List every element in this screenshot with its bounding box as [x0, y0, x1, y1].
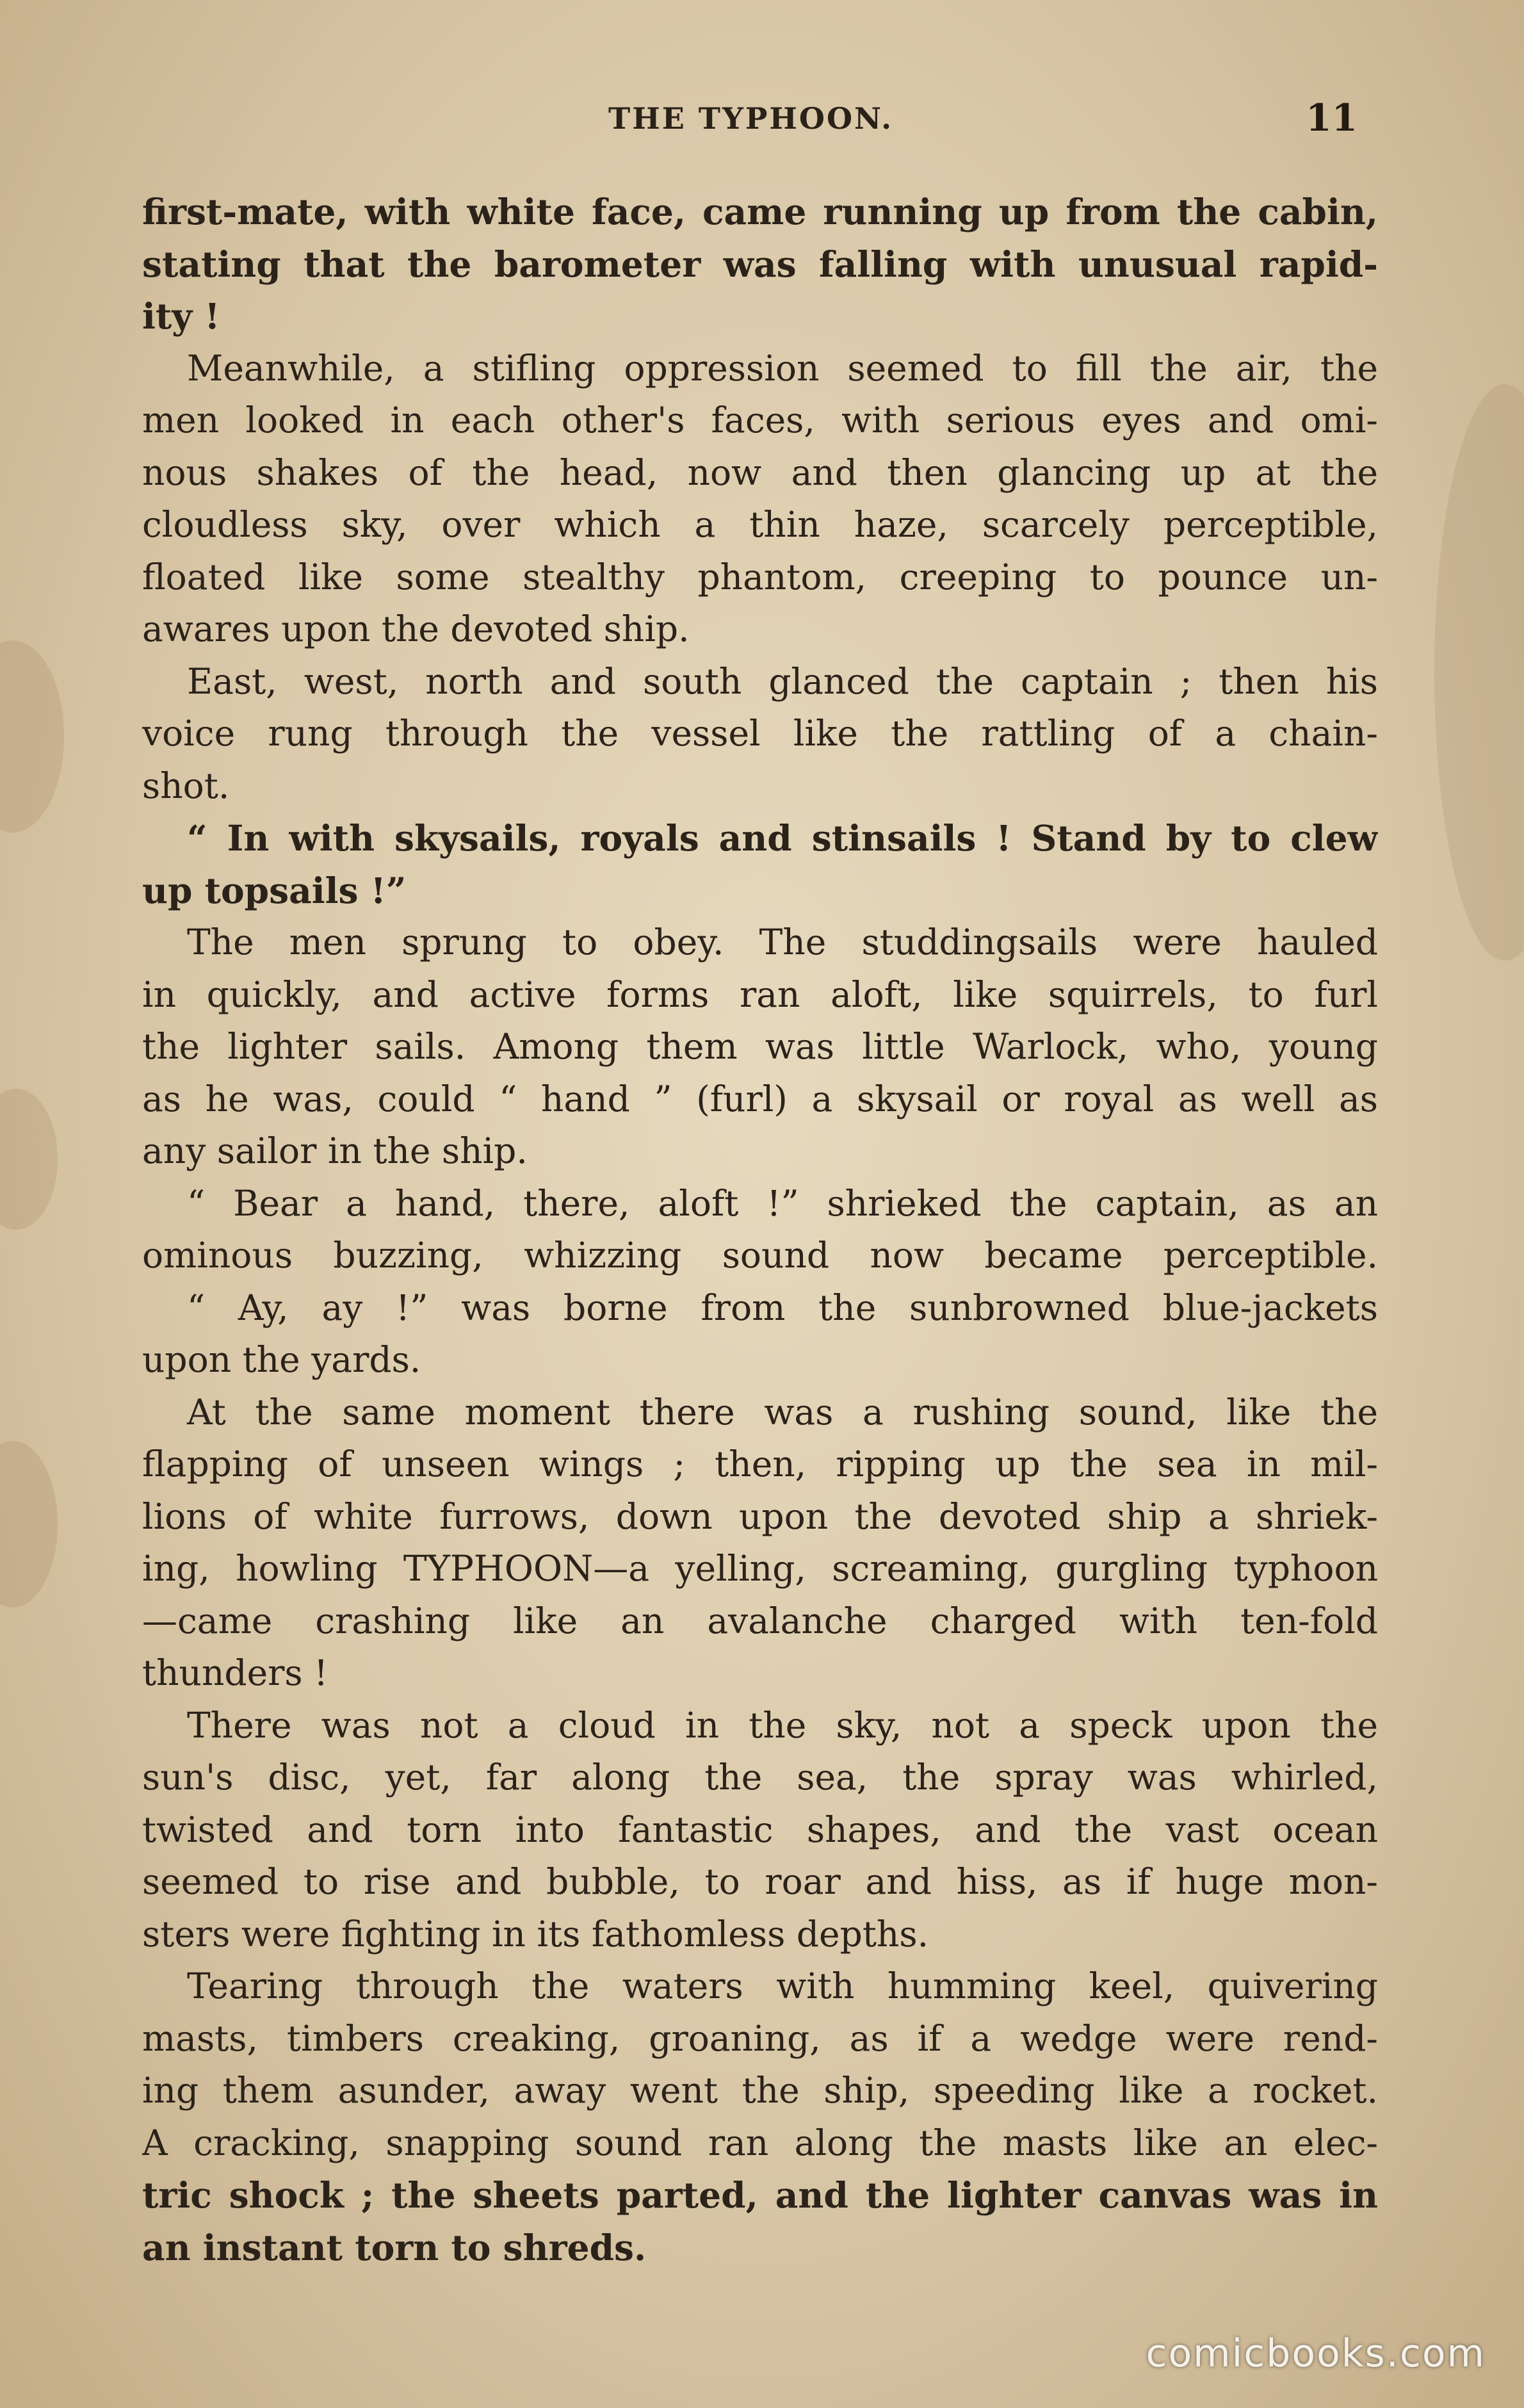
text-line: nous shakes of the head, now and then glancing up at the	[142, 452, 1378, 493]
text-line: sters were fighting in its fathomless depths.	[142, 1913, 929, 1955]
text-line: East, west, north and south glanced the captain ; then his	[187, 660, 1378, 702]
text-line: stating that the barometer was falling with unusual rapid-	[142, 243, 1378, 285]
text-line: as he was, could “ hand ” (furl) a skysail or royal as well as	[142, 1078, 1378, 1119]
text-line: twisted and torn into fantastic shapes, and the vast ocean	[142, 1809, 1378, 1850]
text-line: tric shock ; the sheets parted, and the lighter canvas was in	[142, 2174, 1378, 2216]
text-line: Tearing through the waters with humming keel, quivering	[187, 1965, 1378, 2006]
page-stain	[0, 1089, 58, 1230]
running-title: THE TYPHOON.	[608, 101, 894, 136]
text-line: lions of white furrows, down upon the devoted ship a shriek-	[142, 1495, 1378, 1537]
text-line: ing them asunder, away went the ship, speeding like a rocket.	[142, 2070, 1378, 2111]
text-line: seemed to rise and bubble, to roar and hiss, as if huge mon-	[142, 1861, 1378, 1902]
text-line: ing, howling TYPHOON—a yelling, screaming, gurgling typhoon	[142, 1548, 1378, 1589]
text-line: Meanwhile, a stifling oppression seemed to fill the air, the	[187, 347, 1378, 389]
text-line: men looked in each other's faces, with serious eyes and omi-	[142, 400, 1378, 441]
text-line: shot.	[142, 765, 230, 806]
text-line: There was not a cloud in the sky, not a speck upon the	[187, 1704, 1378, 1746]
text-line: first-mate, with white face, came running up from the cabin,	[142, 191, 1378, 232]
text-line: floated like some stealthy phantom, creeping to pounce un-	[142, 556, 1378, 598]
text-line: A cracking, snapping sound ran along the masts like an elec-	[142, 2122, 1378, 2163]
text-line: —came crashing like an avalanche charged with ten-fold	[142, 1600, 1378, 1641]
text-line: awares upon the devoted ship.	[142, 608, 690, 649]
body-text	[142, 186, 1378, 2274]
text-line: At the same moment there was a rushing sound, like the	[187, 1391, 1378, 1433]
text-line: up topsails !”	[142, 869, 407, 911]
text-line: “ Bear a hand, there, aloft !” shrieked the captain, as an	[187, 1182, 1378, 1224]
page-header	[154, 96, 1370, 147]
text-line: sun's disc, yet, far along the sea, the spray was whirled,	[142, 1757, 1378, 1798]
text-line: thunders !	[142, 1652, 328, 1693]
text-line: an instant torn to shreds.	[142, 2226, 647, 2268]
text-line: upon the yards.	[142, 1339, 421, 1380]
text-line: The men sprung to obey. The studdingsails were hauled	[187, 922, 1378, 963]
text-line: voice rung through the vessel like the rattling of a chain-	[142, 713, 1378, 754]
text-line: any sailor in the ship.	[142, 1130, 528, 1171]
watermark: comicbooks.com	[1146, 2331, 1486, 2376]
text-line: ominous buzzing, whizzing sound now became perceptible.	[142, 1235, 1378, 1276]
page-number: 11	[1306, 96, 1358, 140]
text-line: masts, timbers creaking, groaning, as if a wedge were rend-	[142, 2017, 1378, 2059]
text-line: ity !	[142, 295, 220, 337]
page-stain	[0, 1441, 58, 1607]
text-line: “ Ay, ay !” was borne from the sunbrowned blue-jackets	[187, 1287, 1378, 1328]
text-line: cloudless sky, over which a thin haze, scarcely perceptible,	[142, 504, 1378, 545]
page-stain	[1434, 384, 1524, 961]
text-line: flapping of unseen wings ; then, ripping up the sea in mil-	[142, 1444, 1378, 1485]
text-line: the lighter sails. Among them was little Warlock, who, young	[142, 1026, 1378, 1067]
text-line: in quickly, and active forms ran aloft, like squirrels, to furl	[142, 973, 1378, 1015]
page-stain	[0, 640, 64, 833]
text-line: “ In with skysails, royals and stinsails ! Stand by to clew	[187, 817, 1378, 859]
